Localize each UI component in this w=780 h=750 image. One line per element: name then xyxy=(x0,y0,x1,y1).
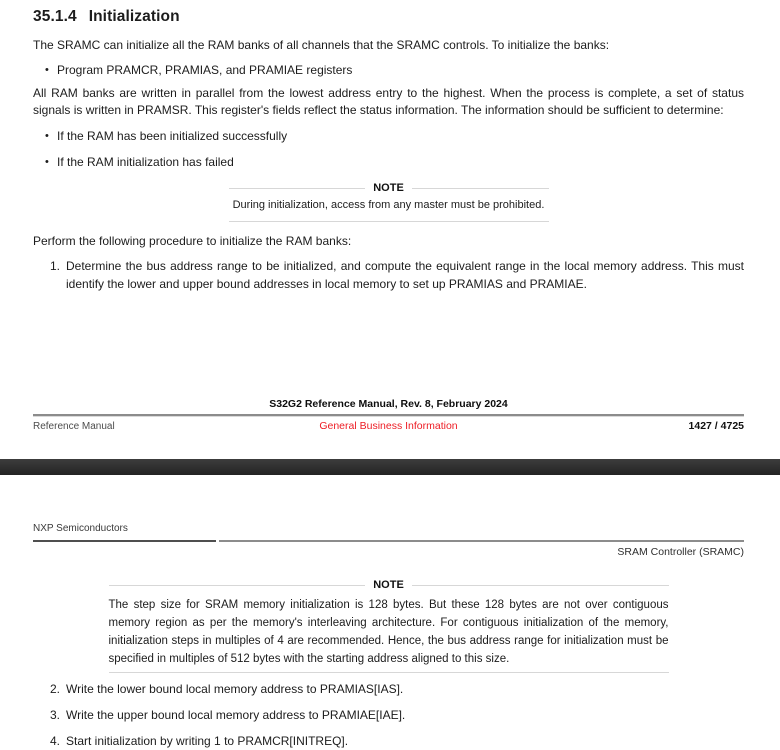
note-text: During initialization, access from any master must be prohibited. xyxy=(232,199,545,211)
bullet-item-program-registers xyxy=(45,62,744,79)
bullet-icon: • xyxy=(45,130,49,142)
paragraph-procedure: Perform the following procedure to initialize the RAM banks: xyxy=(33,234,352,248)
bullet-text: Program PRAMCR, PRAMIAS, and PRAMIAE registers xyxy=(57,63,353,77)
note-header xyxy=(229,182,549,195)
note-rule-left xyxy=(109,585,366,586)
page-separator-bar xyxy=(0,459,780,475)
footer-page-number: 1427 / 4725 xyxy=(688,420,744,432)
item-text: Write the lower bound local memory address to PRAMIAS[IAS]. xyxy=(66,682,404,696)
bullet-item-init-failed xyxy=(45,154,744,171)
footer-rule xyxy=(33,414,744,417)
ordered-item-3 xyxy=(50,707,744,724)
section-title: Initialization xyxy=(88,8,180,25)
item-number: 1. xyxy=(50,259,61,273)
note-label: NOTE xyxy=(373,579,404,591)
note-rule-bottom xyxy=(229,221,549,222)
bullet-icon: • xyxy=(45,156,49,168)
footer-row xyxy=(33,420,744,433)
paragraph-ram-banks: All RAM banks are written in parallel from the lowest address entry to the highest. When the process is complete, a set of status signals is written in PRAMSR. This register's fields reflect the status information. The information should be sufficient to determine: xyxy=(33,86,744,117)
header-vendor-label: NXP Semiconductors xyxy=(33,523,128,534)
note-text: The step size for SRAM memory initialization is 128 bytes. But these 128 bytes are not over contiguous memory region as per the memory's interleaving architecture. For contiguous initialization of the memory, initialization steps in multiples of 4 are recommended. Hence, the bus address range for initialization must be specified in multiples of 512 bytes with the starting address aligned to this size. xyxy=(108,599,669,665)
note-header xyxy=(109,579,669,592)
bullet-icon: • xyxy=(45,64,49,76)
note-block-page1 xyxy=(229,182,549,222)
header-rule-right-segment xyxy=(219,540,744,542)
item-number: 2. xyxy=(50,682,61,696)
item-text: Write the upper bound local memory address to PRAMIAE[IAE]. xyxy=(66,708,406,722)
paragraph-intro: The SRAMC can initialize all the RAM banks of all channels that the SRAMC controls. To initialize the banks: xyxy=(33,38,610,52)
item-number: 4. xyxy=(50,734,61,748)
document-page-2 xyxy=(0,475,780,748)
bullet-text: If the RAM initialization has failed xyxy=(57,155,234,169)
item-text: Start initialization by writing 1 to PRAMCR[INITREQ]. xyxy=(66,734,349,748)
page-footer xyxy=(33,398,744,433)
section-heading xyxy=(33,0,744,25)
section-number: 35.1.4 xyxy=(33,8,77,25)
footer-left-label: Reference Manual xyxy=(33,421,115,432)
note-block-page2 xyxy=(109,579,669,673)
note-rule-left xyxy=(229,188,366,189)
ordered-item-2 xyxy=(50,681,744,698)
bullet-item-init-success xyxy=(45,128,744,145)
header-rule xyxy=(33,540,744,542)
header-rule-left-segment xyxy=(33,540,216,542)
header-chapter-label: SRAM Controller (SRAMC) xyxy=(617,546,744,558)
note-rule-right xyxy=(412,188,549,189)
item-text: Determine the bus address range to be initialized, and compute the equivalent range in the local memory address. This must identify the lower and upper bound addresses in local memory to set up PRAMIAS and PRAMIAE. xyxy=(66,259,744,291)
ordered-item-4 xyxy=(50,733,744,750)
note-rule-right xyxy=(412,585,669,586)
note-rule-bottom xyxy=(109,672,669,673)
item-number: 3. xyxy=(50,708,61,722)
ordered-item-1 xyxy=(50,257,744,293)
footer-doc-title: S32G2 Reference Manual, Rev. 8, February 2024 xyxy=(269,398,508,410)
note-label: NOTE xyxy=(373,182,404,194)
footer-classification: General Business Information xyxy=(319,420,458,432)
bullet-text: If the RAM has been initialized successfully xyxy=(57,129,288,143)
